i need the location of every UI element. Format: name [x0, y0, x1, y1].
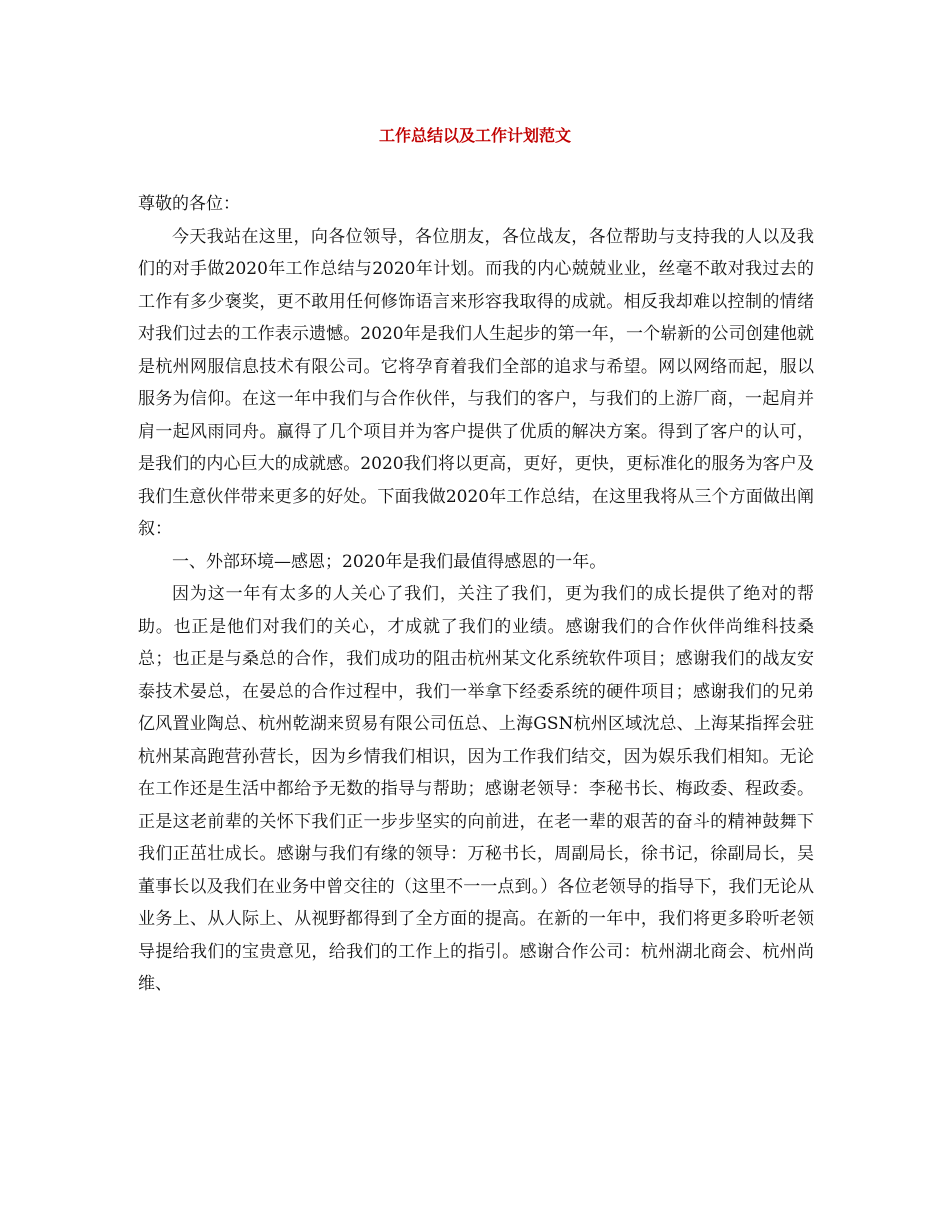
document-title: 工作总结以及工作计划范文 — [378, 126, 571, 145]
paragraph-intro: 今天我站在这里，向各位领导，各位朋友，各位战友，各位帮助与支持我的人以及我们的对手做2020年工作总结与2020年计划。而我的内心兢兢业业，丝毫不敢对我过去的工作有多少褒奖，更不敢用任何修饰语言来形容我取得的成就。相反我却难以控制的情绪对我们过去的工作表示遗憾。2020年是我们人生起步的第一年，一个崭新的公司创建他就是杭州网服信息技术有限公司。它将孕育着我们全部的追求与希望。网以网络而起，服以服务为信仰。在这一年中我们与合作伙伴，与我们的客户，与我们的上游厂商，一起肩并肩一起风雨同舟。赢得了几个项目并为客户提供了优质的解决方案。得到了客户的认可，是我们的内心巨大的成就感。2020我们将以更高，更好，更快，更标准化的服务为客户及我们生意伙伴带来更多的好处。下面我做2020年工作总结，在这里我将从三个方面做出阐叙： — [138, 226, 814, 539]
salutation: 尊敬的各位： — [138, 194, 240, 214]
paragraph-section-heading: 一、外部环境—感恩；2020年是我们最值得感恩的一年。 — [172, 551, 607, 572]
paragraph-gratitude: 因为这一年有太多的人关心了我们，关注了我们，更为我们的成长提供了绝对的帮助。也正是他们对我们的关心，才成就了我们的业绩。感谢我们的合作伙伴尚维科技桑总；也正是与桑总的合作，我们成功的阻击杭州某文化系统软件项目；感谢我们的战友安泰技术晏总，在晏总的合作过程中，我们一举拿下经委系统的硬件项目；感谢我们的兄弟亿风置业陶总、杭州乾湖来贸易有限公司伍总、上海GSN杭州区域沈总、上海某指挥会驻杭州某高跑营孙营长，因为乡情我们相识，因为工作我们结交，因为娱乐我们相知。无论在工作还是生活中都给予无数的指导与帮助；感谢老领导：李秘书长、梅政委、程政委。正是这老前辈的关怀下我们正一步步坚实的向前进，在老一辈的艰苦的奋斗的精神鼓舞下我们正茁壮成长。感谢与我们有缘的领导：万秘书长，周副局长，徐书记，徐副局长，吴董事长以及我们在业务中曾交往的（这里不一一点到。）各位老领导的指导下，我们无论从业务上、从人际上、从视野都得到了全方面的提高。在新的一年中，我们将更多聆听老领导提给我们的宝贵意见，给我们的工作上的指引。感谢合作公司：杭州湖北商会、杭州尚维、 — [138, 584, 814, 994]
document-body — [138, 188, 814, 1001]
